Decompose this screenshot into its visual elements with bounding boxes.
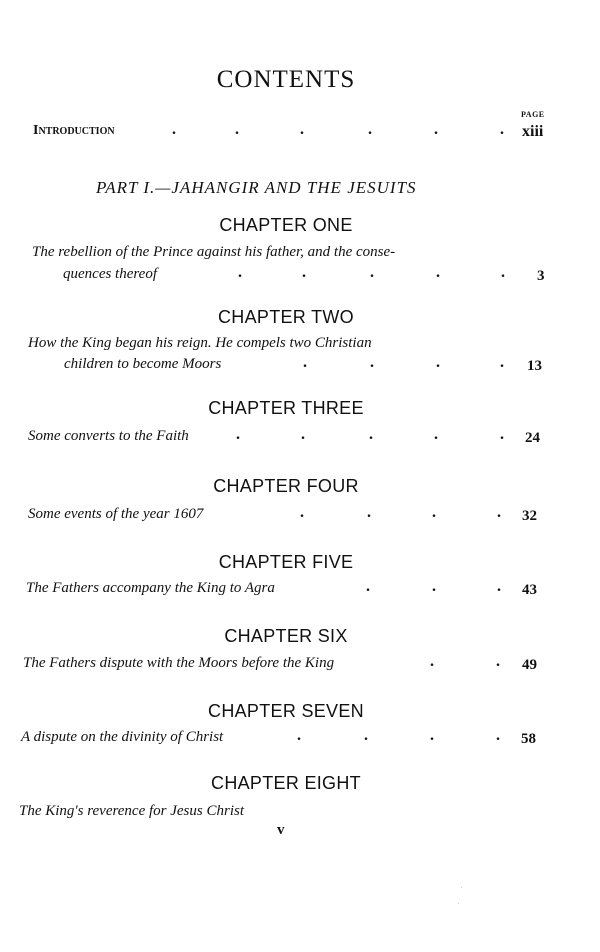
chapter-entry-title: The Fathers accompany the King to Agra	[26, 580, 275, 596]
introduction-label: Introduction	[33, 123, 115, 138]
leader-dot: .	[172, 121, 176, 138]
leader-dot: .	[297, 727, 301, 744]
chapter-heading: CHAPTER FOUR	[213, 476, 359, 496]
leader-dot: .	[364, 727, 368, 744]
leader-dot: .	[430, 727, 434, 744]
chapter-page-number: 43	[522, 582, 537, 598]
chapter-heading: CHAPTER TWO	[218, 307, 354, 327]
leader-dot: .	[496, 727, 500, 744]
chapter-entry-title: A dispute on the divinity of Christ	[21, 729, 224, 745]
leader-dot: .	[370, 354, 374, 371]
chapter-heading: CHAPTER FIVE	[218, 552, 354, 572]
chapter-entry-title-continued: children to become Moors	[64, 356, 222, 372]
leader-dot: .	[432, 578, 436, 595]
chapter-entry-title: Some events of the year 1607	[28, 506, 204, 522]
chapter-entry-title: The King's reverence for Jesus Christ	[19, 803, 244, 819]
chapter-heading: CHAPTER THREE	[208, 398, 364, 418]
leader-dot: .	[497, 578, 501, 595]
leader-dot: .	[238, 264, 242, 281]
chapter-entry-title: The Fathers dispute with the Moors before the King	[23, 655, 335, 671]
chapter-entry-title: How the King began his reign. He compels two Christian	[28, 335, 372, 351]
leader-dot: .	[496, 653, 500, 670]
chapter-heading: CHAPTER SEVEN	[208, 701, 364, 721]
leader-dot: .	[301, 426, 305, 443]
chapter-heading: CHAPTER EIGHT	[211, 773, 361, 793]
chapter-page-number: 58	[521, 731, 536, 747]
leader-dot: .	[500, 426, 504, 443]
leader-dot: .	[367, 504, 371, 521]
part-title: PART I.—JAHANGIR AND THE JESUITS	[96, 178, 417, 197]
scan-speck	[458, 903, 459, 904]
leader-dot: .	[436, 264, 440, 281]
chapter-entry-title-continued: quences thereof	[63, 266, 157, 282]
chapter-page-number: 49	[522, 657, 537, 673]
page-folio: v	[277, 822, 285, 838]
chapter-page-number: 32	[522, 508, 537, 524]
leader-dot: .	[434, 426, 438, 443]
contents-title: CONTENTS	[216, 66, 356, 93]
leader-dot: .	[302, 264, 306, 281]
leader-dot: .	[370, 264, 374, 281]
leader-dot: .	[500, 354, 504, 371]
leader-dot: .	[303, 354, 307, 371]
leader-dot: .	[300, 121, 304, 138]
scan-speck	[461, 887, 462, 888]
leader-dot: .	[369, 426, 373, 443]
chapter-page-number: 13	[527, 358, 542, 374]
chapter-heading: CHAPTER SIX	[224, 626, 348, 646]
leader-dot: .	[300, 504, 304, 521]
leader-dot: .	[500, 121, 504, 138]
leader-dot: .	[430, 653, 434, 670]
chapter-page-number: 24	[525, 430, 540, 446]
leader-dot: .	[235, 121, 239, 138]
leader-dot: .	[236, 426, 240, 443]
chapter-entry-title: Some converts to the Faith	[28, 428, 189, 444]
leader-dot: .	[434, 121, 438, 138]
leader-dot: .	[366, 578, 370, 595]
chapter-heading: CHAPTER ONE	[219, 215, 353, 235]
introduction-page-number: xiii	[522, 123, 544, 140]
chapter-entry-title: The rebellion of the Prince against his father, and the conse-	[32, 244, 396, 260]
chapter-page-number: 3	[537, 268, 545, 284]
leader-dot: .	[368, 121, 372, 138]
leader-dot: .	[501, 264, 505, 281]
page-column-label: PAGE	[521, 110, 545, 119]
leader-dot: .	[497, 504, 501, 521]
leader-dot: .	[432, 504, 436, 521]
leader-dot: .	[436, 354, 440, 371]
